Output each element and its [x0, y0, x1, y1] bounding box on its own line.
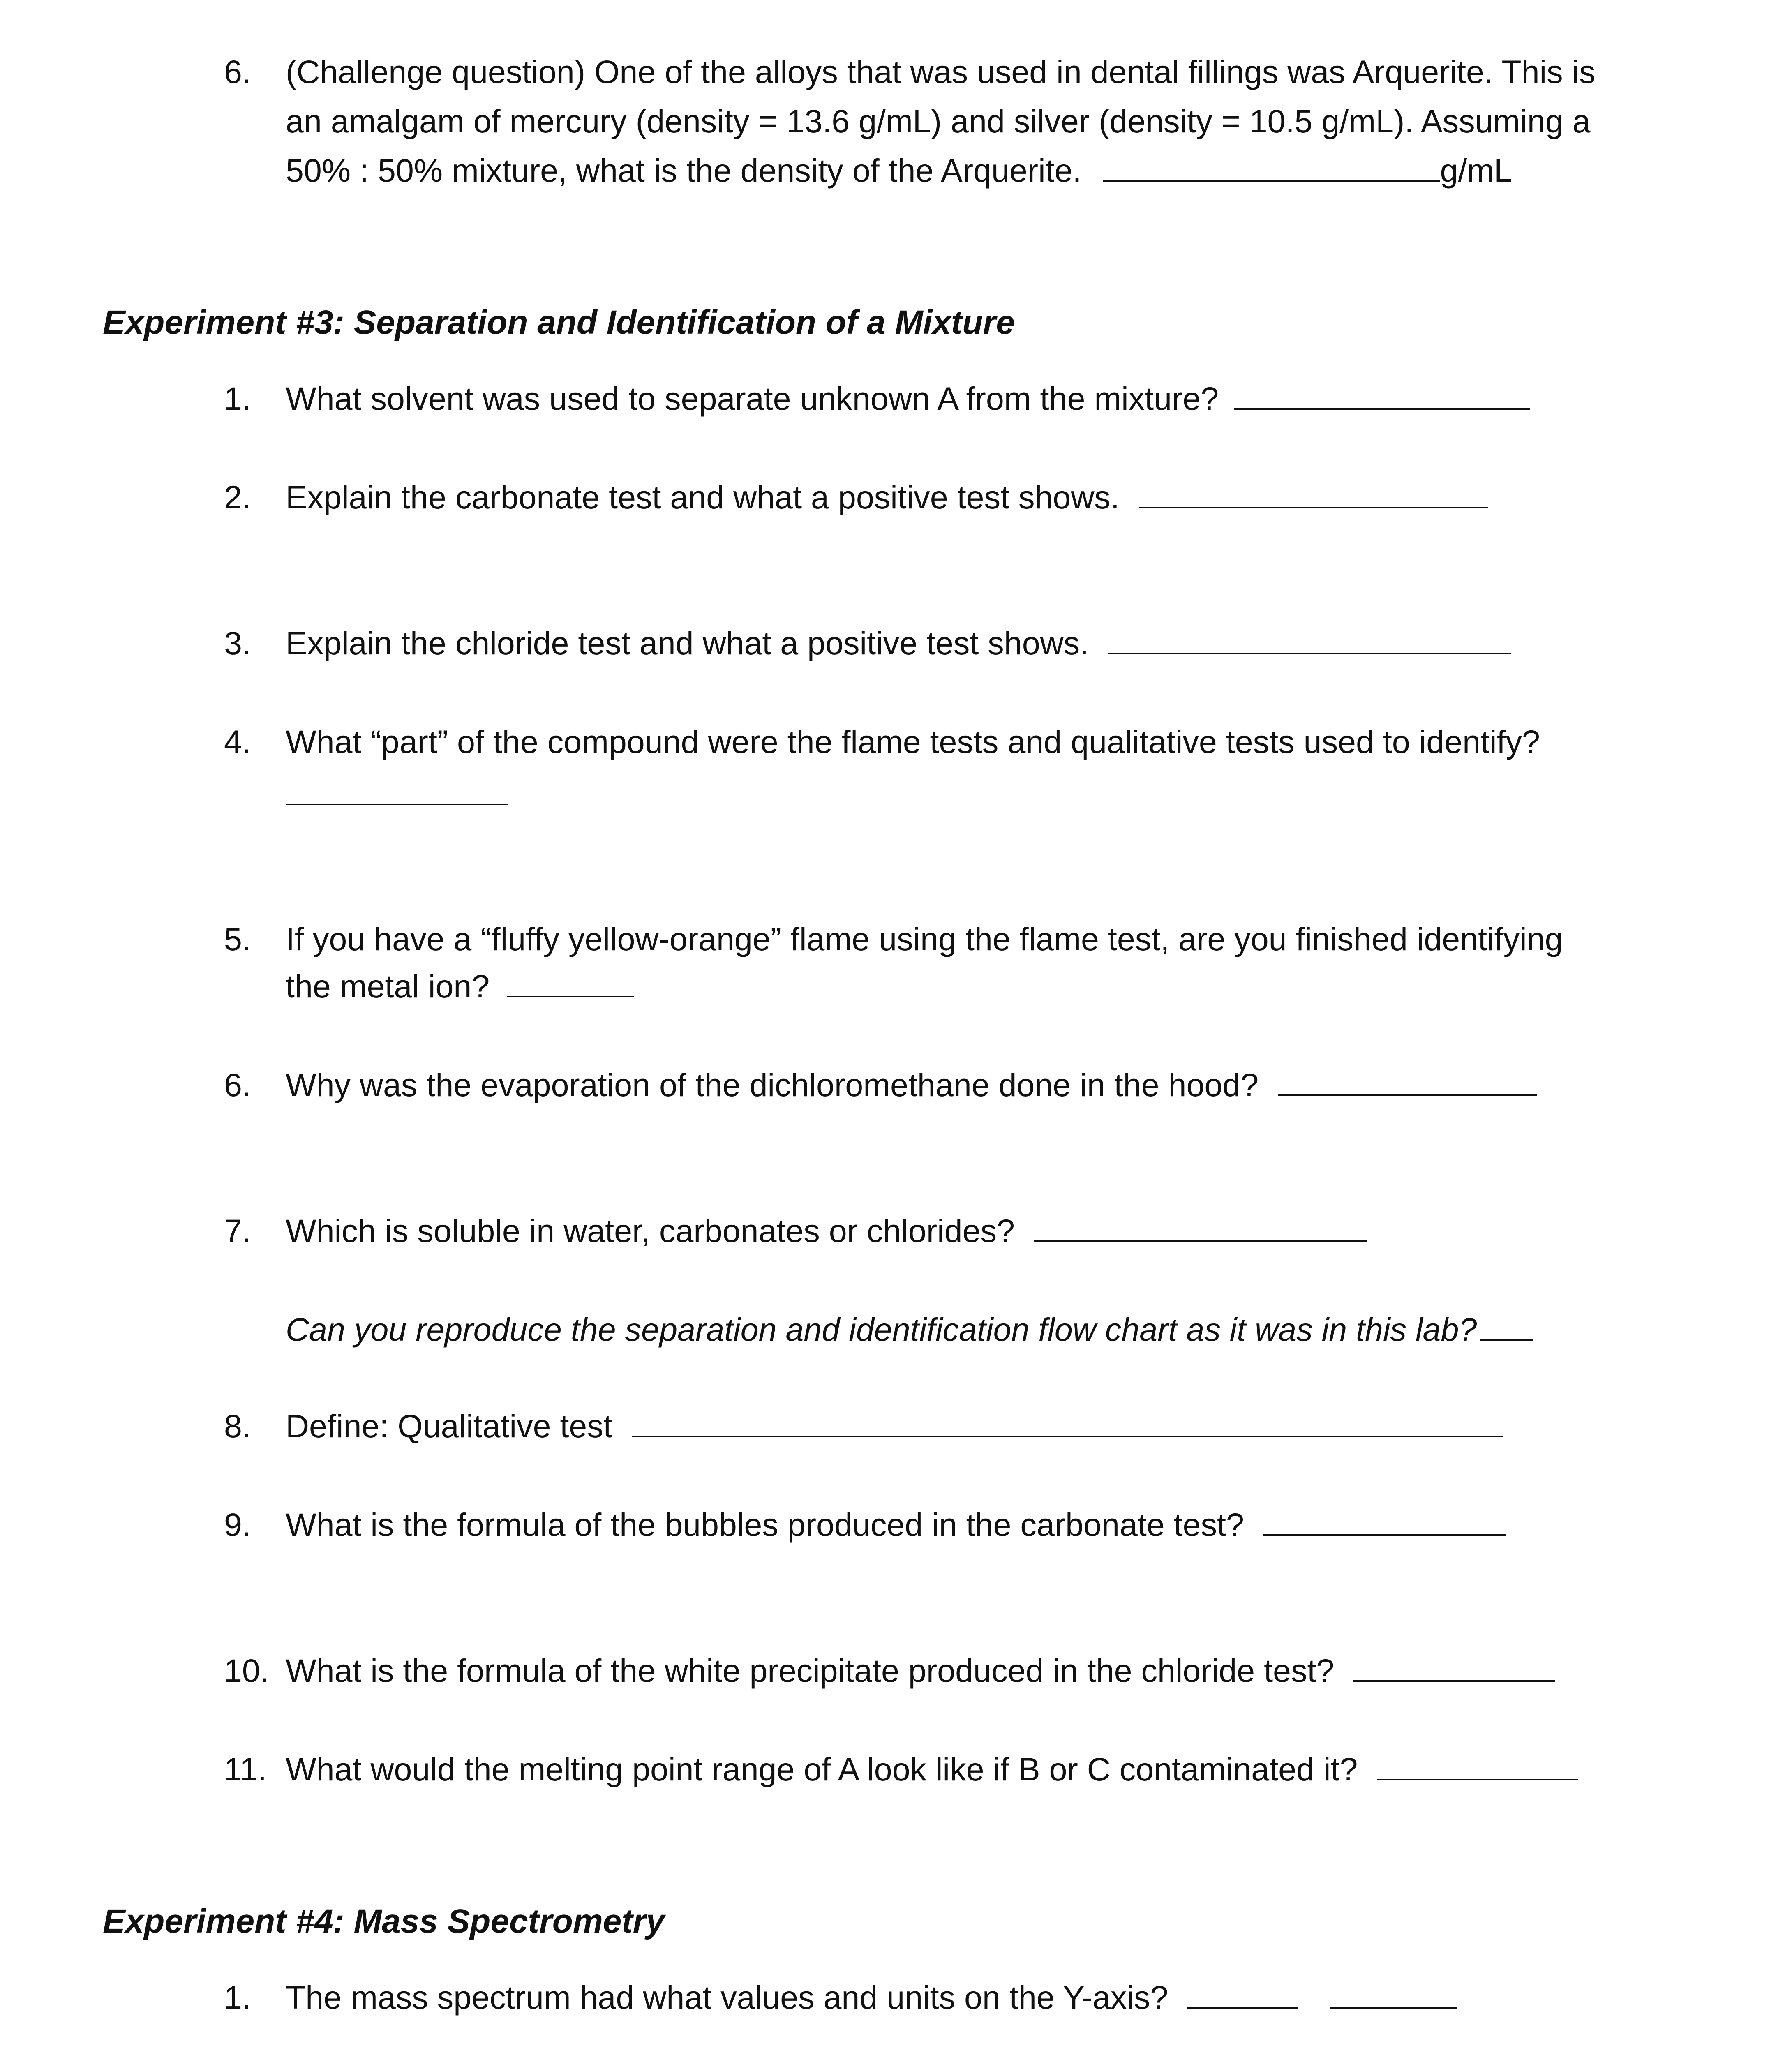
unit-label: g/mL: [1440, 152, 1513, 189]
question-text: What is the formula of the bubbles produced in the carbonate test?: [286, 1506, 1244, 1543]
answer-blank[interactable]: [1353, 1656, 1555, 1682]
section-heading: Experiment #3: Separation and Identification of a Mixture: [103, 304, 1015, 341]
question-text: 50% : 50% mixture, what is the density of the Arquerite.: [286, 152, 1082, 189]
question-text-with-answer: [286, 1977, 1457, 2018]
question-text: What would the melting point range of A look like if B or C contaminated it?: [286, 1751, 1358, 1787]
question-text-with-answer: [286, 623, 1511, 664]
question-text-with-answer: [286, 1210, 1367, 1251]
answer-blank[interactable]: [1377, 1754, 1578, 1780]
question-text-with-answer: [286, 378, 1530, 419]
question-text: The mass spectrum had what values and units on the Y-axis?: [286, 1979, 1168, 2016]
question-text-with-answer: [286, 1064, 1537, 1106]
question-number: 5.: [224, 921, 251, 957]
answer-blank[interactable]: [1034, 1216, 1367, 1242]
question-number: 10.: [224, 1652, 269, 1689]
question-text-with-answer: [286, 1650, 1555, 1691]
answer-blank[interactable]: [632, 1411, 1503, 1437]
question-number: 3.: [224, 625, 251, 661]
question-number: 2.: [224, 479, 251, 515]
question-text: Why was the evaporation of the dichloromethane done in the hood?: [286, 1067, 1259, 1103]
answer-blank-unit[interactable]: [1330, 1982, 1457, 2009]
question-text: What “part” of the compound were the flame tests and qualitative tests used to identify?: [286, 723, 1540, 760]
question-text: Define: Qualitative test: [286, 1408, 612, 1444]
question-number: 4.: [224, 723, 251, 760]
question-text: Explain the carbonate test and what a positive test shows.: [286, 479, 1120, 515]
answer-blank[interactable]: [1139, 482, 1488, 508]
answer-blank[interactable]: [1278, 1070, 1537, 1096]
question-number: 7.: [224, 1212, 251, 1249]
question-text-with-answer: [286, 966, 634, 1007]
question-text-with-answer: [286, 150, 1512, 191]
question-number: 1.: [224, 380, 251, 417]
question-text: What is the formula of the white precipitate produced in the chloride test?: [286, 1652, 1335, 1689]
question-text: Explain the chloride test and what a positive test shows.: [286, 625, 1089, 661]
question-text: If you have a “fluffy yellow-orange” flame using the flame test, are you finished identifying: [286, 921, 1563, 957]
answer-blank-value[interactable]: [1187, 1982, 1298, 2009]
question-number: 1.: [224, 1979, 251, 2016]
answer-blank[interactable]: [1263, 1510, 1506, 1536]
question-number: 9.: [224, 1506, 251, 1543]
section-heading: Experiment #4: Mass Spectrometry: [103, 1903, 665, 1940]
answer-blank[interactable]: [1103, 155, 1440, 182]
question-text-with-answer: [286, 1406, 1503, 1447]
question-number: 8.: [224, 1408, 251, 1444]
question-text: What solvent was used to separate unknown A from the mixture?: [286, 380, 1219, 417]
answer-blank[interactable]: [507, 971, 634, 997]
question-text: an amalgam of mercury (density = 13.6 g/mL) and silver (density = 10.5 g/mL). Assuming a: [286, 103, 1591, 139]
answer-blank[interactable]: [1480, 1314, 1533, 1341]
question-text-with-answer: [286, 1749, 1578, 1790]
question-text: (Challenge question) One of the alloys that was used in dental fillings was Arquerite. This is: [286, 53, 1596, 90]
question-number: 11.: [224, 1751, 267, 1787]
question-text: Which is soluble in water, carbonates or chlorides?: [286, 1212, 1015, 1249]
answer-blank[interactable]: [1108, 628, 1511, 654]
flowchart-prompt: [286, 1309, 1533, 1350]
question-number: 6.: [224, 1067, 251, 1103]
prompt-text: Can you reproduce the separation and identification flow chart as it was in this lab?: [286, 1311, 1477, 1348]
answer-blank[interactable]: [286, 804, 508, 805]
question-text-with-answer: [286, 477, 1488, 518]
question-number: 6.: [224, 53, 251, 90]
question-text: the metal ion?: [286, 968, 490, 1004]
question-text-with-answer: [286, 1504, 1506, 1545]
answer-blank[interactable]: [1234, 383, 1530, 410]
